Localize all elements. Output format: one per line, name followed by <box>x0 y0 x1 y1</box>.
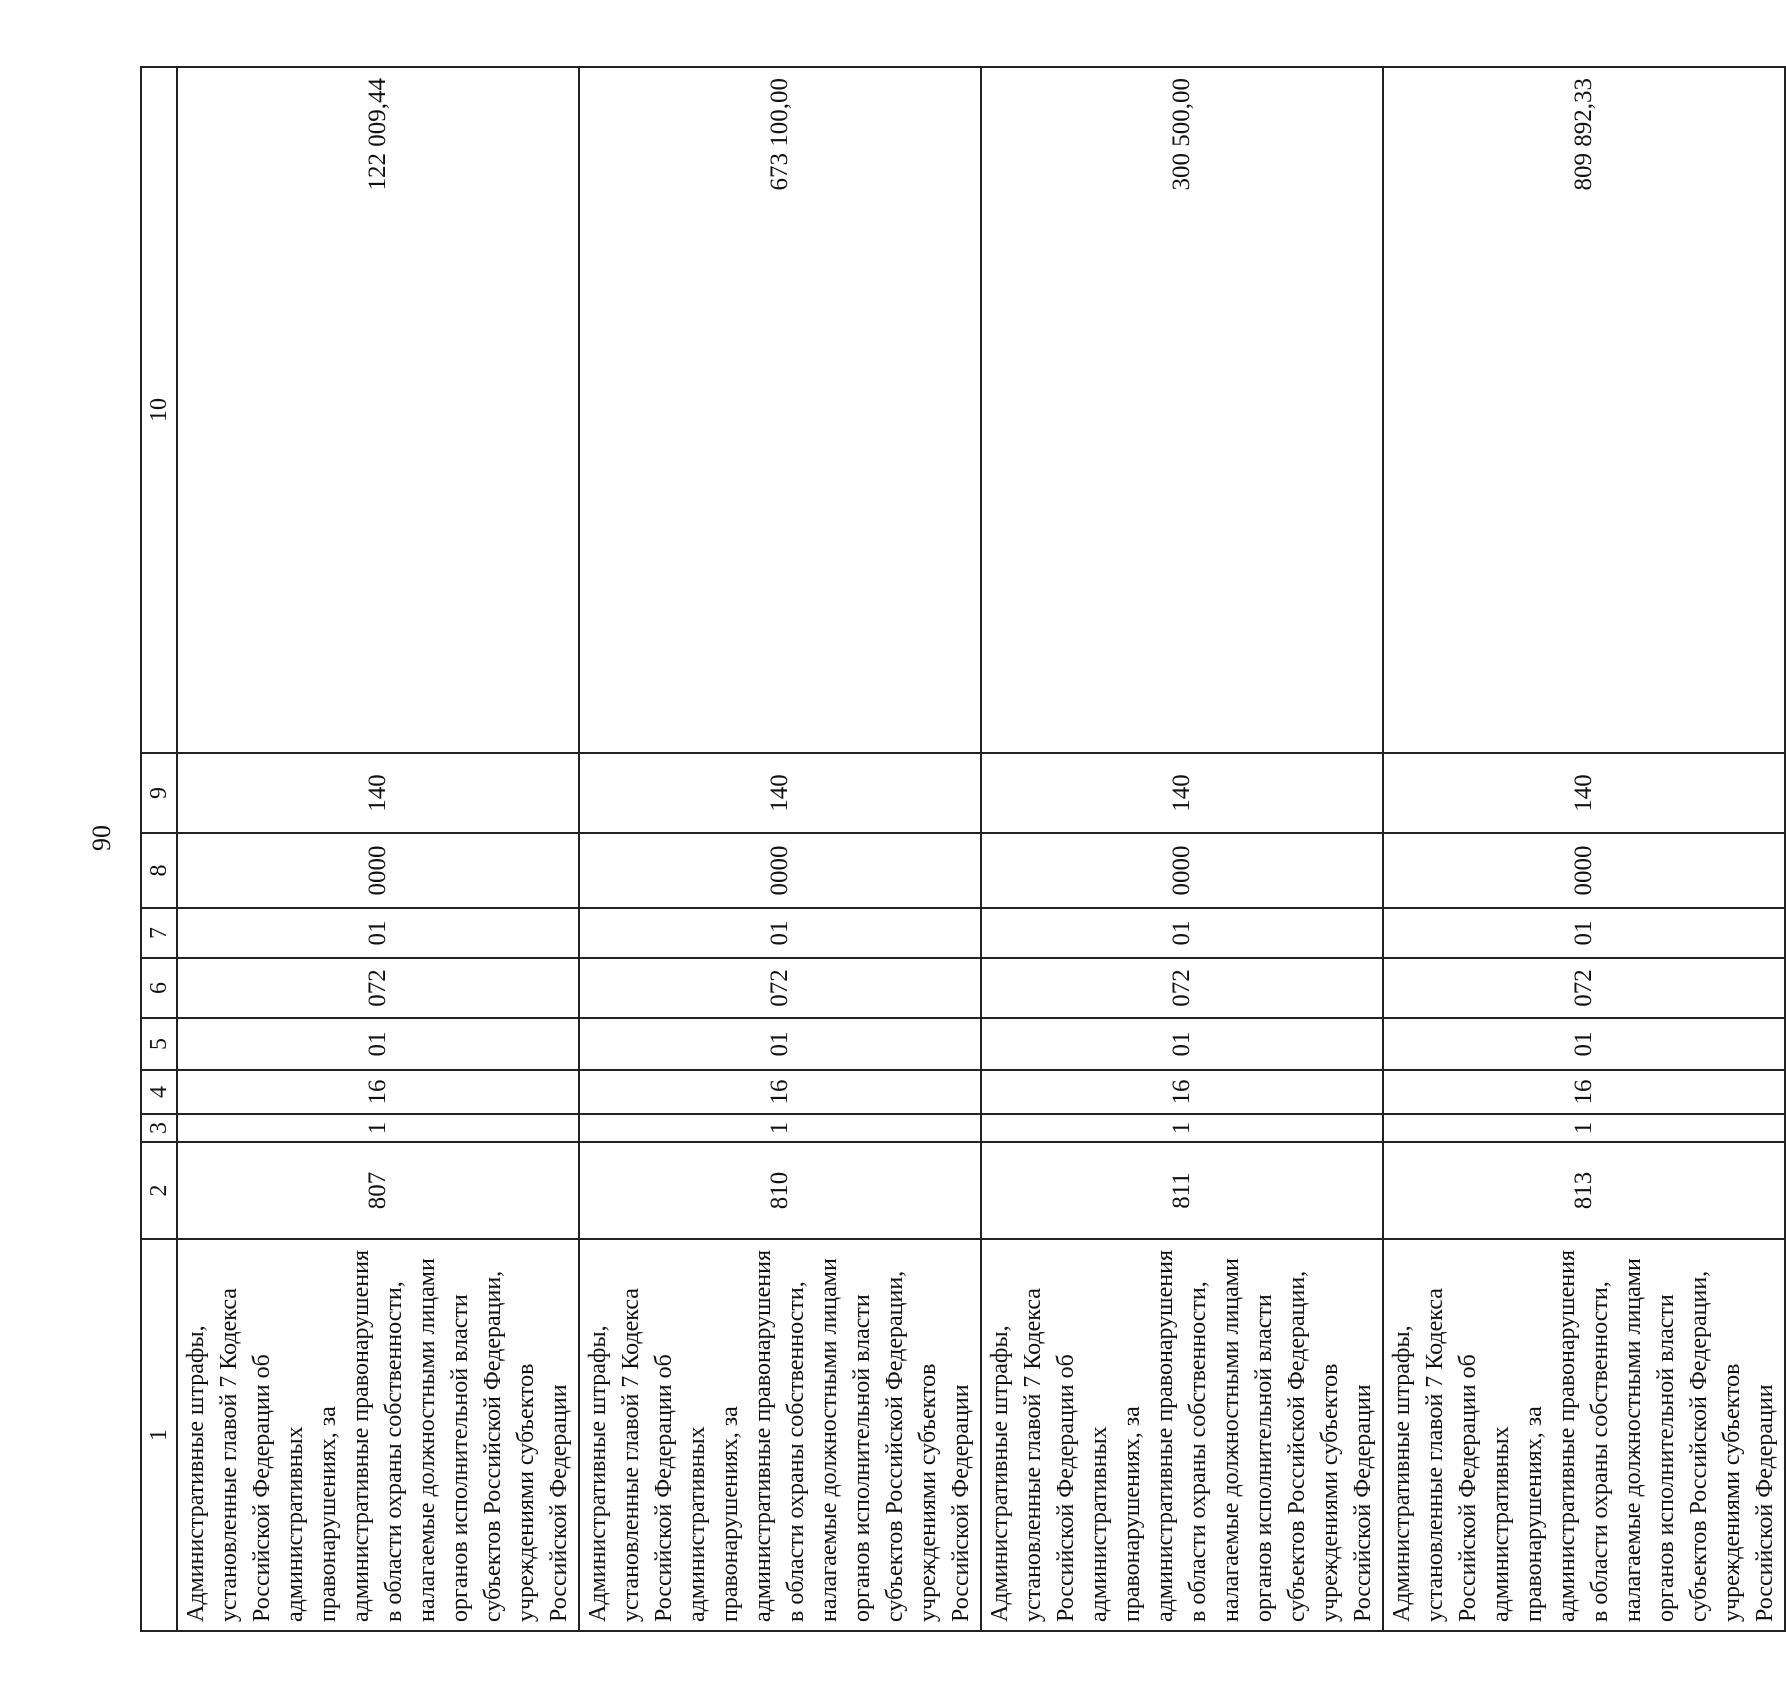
code-cell: 01 <box>1383 1018 1785 1070</box>
code-cell: 140 <box>981 753 1383 833</box>
column-header: 2 <box>141 1142 177 1239</box>
column-header: 9 <box>141 753 177 833</box>
table-row <box>177 67 579 1631</box>
code-cell: 01 <box>177 1018 579 1070</box>
code-cell: 0000 <box>1383 833 1785 908</box>
code-cell: 140 <box>579 753 981 833</box>
amount-cell: 122 009,44 <box>177 67 579 753</box>
table-row <box>981 67 1383 1631</box>
code-cell: 1 <box>1383 1114 1785 1142</box>
code-cell: 811 <box>981 1142 1383 1239</box>
code-cell: 16 <box>1383 1070 1785 1114</box>
code-cell: 16 <box>177 1070 579 1114</box>
rotated-page-content <box>140 68 1778 1632</box>
code-cell: 140 <box>177 753 579 833</box>
row-description: Административные штрафы, установленные главой 7 Кодекса Российской Федерации об административных правонарушениях, за административные правонарушения в области охраны собственности, налагаемые должностными лицами органов исполнительной власти субъектов Российской Федерации, учреждениями субъектов Российской Федерации <box>1383 1239 1785 1631</box>
row-description: Административные штрафы, установленные главой 7 Кодекса Российской Федерации об административных правонарушениях, за административные правонарушения в области охраны собственности, налагаемые должностными лицами органов исполнительной власти субъектов Российской Федерации, учреждениями субъектов Российской Федерации <box>177 1239 579 1631</box>
amount-cell: 673 100,00 <box>579 67 981 753</box>
code-cell: 140 <box>1383 753 1785 833</box>
page-number <box>82 818 122 858</box>
table-row <box>579 67 981 1631</box>
column-header: 10 <box>141 67 177 753</box>
column-header: 8 <box>141 833 177 908</box>
column-header: 5 <box>141 1018 177 1070</box>
code-cell: 072 <box>981 958 1383 1018</box>
code-cell: 072 <box>177 958 579 1018</box>
code-cell: 01 <box>981 908 1383 958</box>
amount-cell: 300 500,00 <box>981 67 1383 753</box>
code-cell: 01 <box>981 1018 1383 1070</box>
code-cell: 1 <box>579 1114 981 1142</box>
code-cell: 01 <box>177 908 579 958</box>
code-cell: 16 <box>579 1070 981 1114</box>
revenue-table <box>140 66 1786 1632</box>
code-cell: 1 <box>177 1114 579 1142</box>
row-description: Административные штрафы, установленные главой 7 Кодекса Российской Федерации об административных правонарушениях, за административные правонарушения в области охраны собственности, налагаемые должностными лицами органов исполнительной власти субъектов Российской Федерации, учреждениями субъектов Российской Федерации <box>579 1239 981 1631</box>
column-header: 1 <box>141 1239 177 1631</box>
table-row <box>1383 67 1785 1631</box>
code-cell: 01 <box>579 908 981 958</box>
code-cell: 01 <box>579 1018 981 1070</box>
amount-cell: 809 892,33 <box>1383 67 1785 753</box>
column-header: 4 <box>141 1070 177 1114</box>
page-number-text: 90 <box>87 825 116 851</box>
code-cell: 810 <box>579 1142 981 1239</box>
code-cell: 072 <box>579 958 981 1018</box>
code-cell: 16 <box>981 1070 1383 1114</box>
code-cell: 807 <box>177 1142 579 1239</box>
code-cell: 01 <box>1383 908 1785 958</box>
column-header: 3 <box>141 1114 177 1142</box>
code-cell: 0000 <box>177 833 579 908</box>
table-header-row <box>141 67 177 1631</box>
row-description: Административные штрафы, установленные главой 7 Кодекса Российской Федерации об административных правонарушениях, за административные правонарушения в области охраны собственности, налагаемые должностными лицами органов исполнительной власти субъектов Российской Федерации, учреждениями субъектов Российской Федерации <box>981 1239 1383 1631</box>
code-cell: 813 <box>1383 1142 1785 1239</box>
code-cell: 072 <box>1383 958 1785 1018</box>
column-header: 7 <box>141 908 177 958</box>
column-header: 6 <box>141 958 177 1018</box>
code-cell: 0000 <box>981 833 1383 908</box>
code-cell: 0000 <box>579 833 981 908</box>
code-cell: 1 <box>981 1114 1383 1142</box>
